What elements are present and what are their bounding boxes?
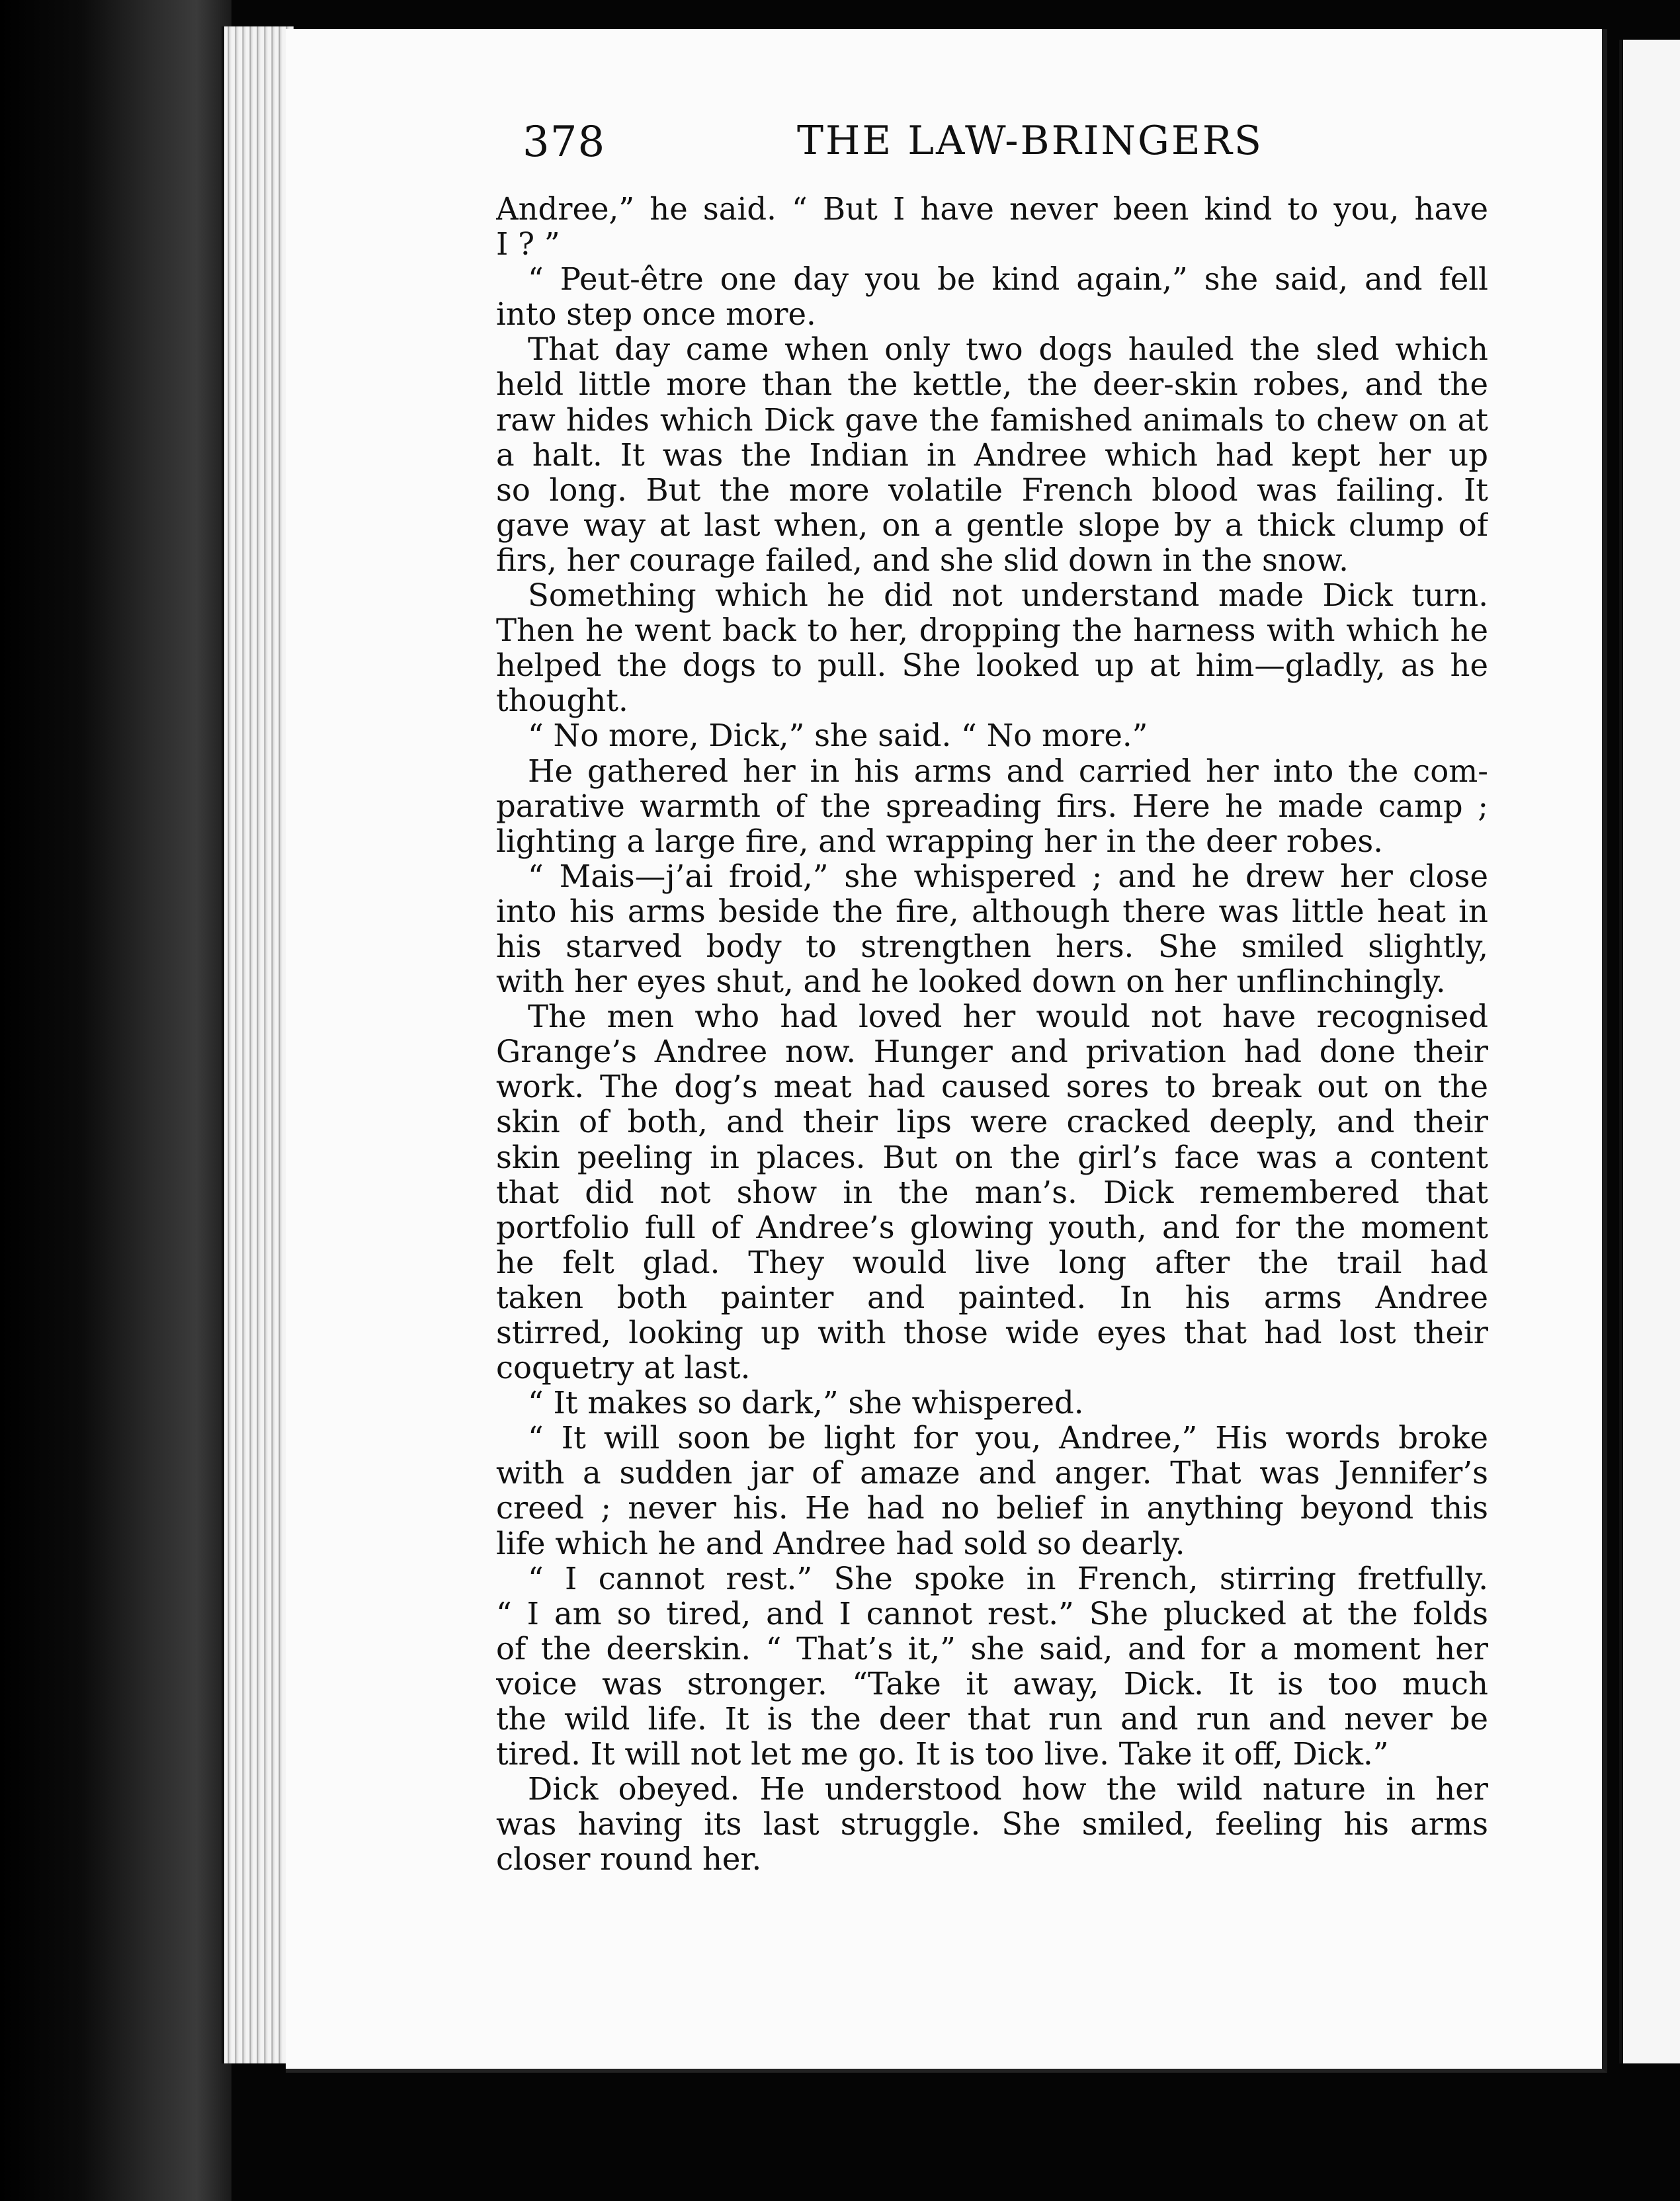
text-line: “ Peut-être one day you be kind again,” she said, and fell <box>528 262 1488 298</box>
text-line: the wild life. It is the deer that run and run and never be <box>496 1702 1488 1737</box>
text-line: The men who had loved her would not have recognised <box>528 999 1488 1035</box>
text-line: creed ; never his. He had no belief in anything beyond this <box>496 1491 1488 1526</box>
text-line: his starved body to strengthen hers. She smiled slightly, <box>496 929 1488 964</box>
text-line: taken both painter and painted. In his arms Andree <box>496 1280 1488 1315</box>
text-line: helped the dogs to pull. She looked up at him—gladly, as he <box>496 648 1488 684</box>
text-line: was having its last struggle. She smiled, feeling his arms <box>496 1807 1488 1843</box>
text-line: closer round her. <box>496 1842 762 1878</box>
text-line: portfolio full of Andree’s glowing youth, and for the moment <box>496 1210 1488 1245</box>
text-line: “ It will soon be light for you, Andree,” His words broke <box>528 1421 1488 1456</box>
text-line: skin peeling in places. But on the girl’s face was a content <box>496 1140 1488 1175</box>
page-number: 378 <box>523 118 606 167</box>
text-line: a halt. It was the Indian in Andree which had kept her up <box>496 437 1488 473</box>
text-line: with a sudden jar of amaze and anger. That was Jennifer’s <box>496 1456 1488 1491</box>
text-line: “ No more, Dick,” she said. “ No more.” <box>528 718 1148 754</box>
text-line: thought. <box>496 683 628 719</box>
body-text <box>496 192 1488 1878</box>
text-line: tired. It will not let me go. It is too live. Take it off, Dick.” <box>496 1737 1389 1772</box>
text-line: of the deerskin. “ That’s it,” she said, and for a moment her <box>496 1631 1488 1667</box>
text-line: so long. But the more volatile French blood was failing. It <box>496 472 1488 508</box>
facing-page-edge <box>1619 40 1680 2063</box>
text-line: Something which he did not understand made Dick turn. <box>528 578 1488 614</box>
text-line: gave way at last when, on a gentle slope by a thick clump of <box>496 507 1488 543</box>
page-header <box>523 118 1495 177</box>
text-line: He gathered her in his arms and carried her into the com- <box>528 753 1488 789</box>
text-line: “ Mais—j’ai froid,” she whispered ; and he drew her close <box>528 858 1488 894</box>
text-line: “ I cannot rest.” She spoke in French, stirring fretfully. <box>528 1561 1488 1597</box>
text-line: held little more than the kettle, the deer-skin robes, and the <box>496 367 1488 403</box>
text-line: “ It makes so dark,” she whispered. <box>528 1386 1084 1421</box>
text-line: Andree,” he said. “ But I have never been kind to you, have <box>496 192 1488 227</box>
page-edges <box>222 26 294 2063</box>
text-line: skin of both, and their lips were cracked deeply, and their <box>496 1104 1488 1140</box>
text-line: into step once more. <box>496 297 816 333</box>
text-line: I ? ” <box>496 227 560 263</box>
text-line: coquetry at last. <box>496 1350 751 1386</box>
text-line: work. The dog’s meat had caused sores to break out on the <box>496 1069 1488 1105</box>
text-line: with her eyes shut, and he looked down on her unflinchingly. <box>496 964 1446 1000</box>
text-line: Dick obeyed. He understood how the wild nature in her <box>528 1772 1488 1807</box>
text-line: he felt glad. They would live long after the trail had <box>496 1245 1488 1280</box>
text-line: That day came when only two dogs hauled the sled which <box>528 332 1488 368</box>
text-line: life which he and Andree had sold so dearly. <box>496 1526 1185 1561</box>
text-line: stirred, looking up with those wide eyes that had lost their <box>496 1315 1488 1350</box>
book-spine <box>0 0 231 2201</box>
text-line: parative warmth of the spreading firs. Here he made camp ; <box>496 788 1488 824</box>
text-line: lighting a large fire, and wrapping her in the deer robes. <box>496 823 1384 859</box>
text-line: raw hides which Dick gave the famished animals to chew on at <box>496 402 1488 438</box>
text-line: Then he went back to her, dropping the harness with which he <box>496 613 1488 649</box>
text-line: Grange’s Andree now. Hunger and privation had done their <box>496 1034 1488 1070</box>
text-line: that did not show in the man’s. Dick remembered that <box>496 1175 1488 1210</box>
text-line: into his arms beside the fire, although there was little heat in <box>496 893 1488 929</box>
running-title: THE LAW-BRINGERS <box>797 118 1264 164</box>
text-line: “ I am so tired, and I cannot rest.” She plucked at the folds <box>496 1596 1488 1632</box>
text-line: firs, her courage failed, and she slid down in the snow. <box>496 542 1349 578</box>
text-line: voice was stronger. “Take it away, Dick. It is too much <box>496 1666 1488 1702</box>
